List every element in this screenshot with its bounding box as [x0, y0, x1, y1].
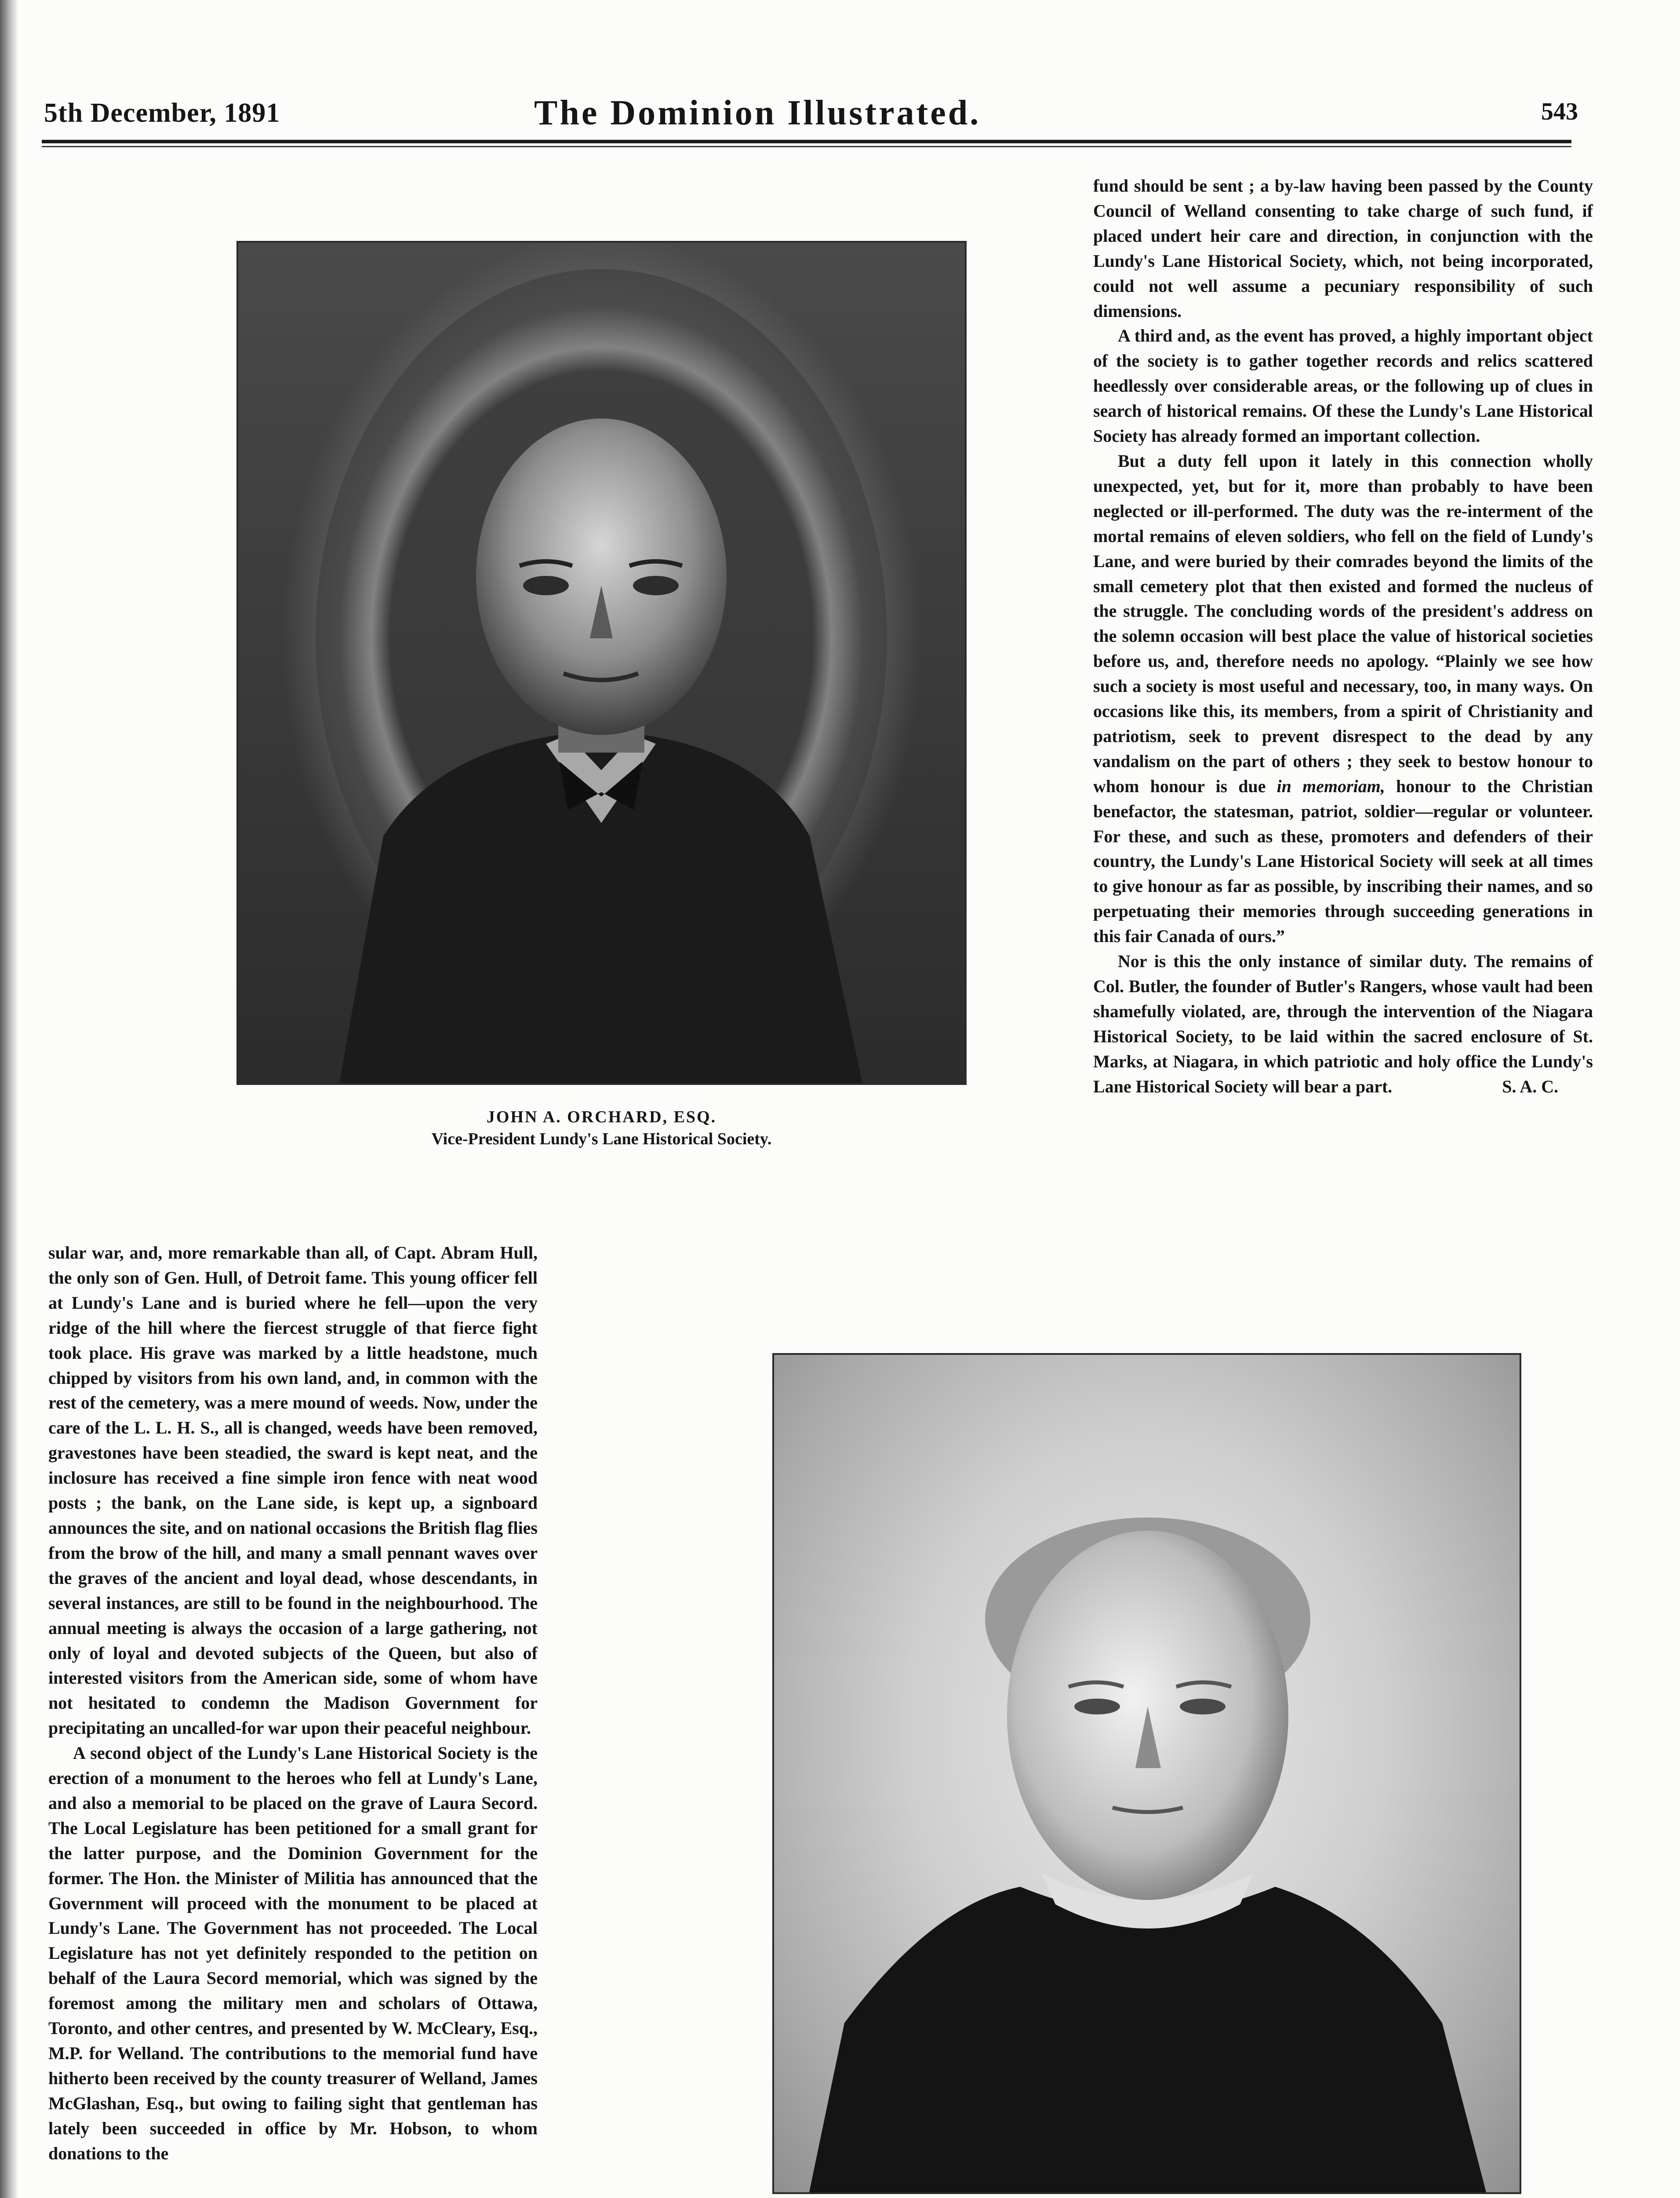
paragraph: A third and, as the event has proved, a highly important object of the society is to gather together records and relics scattered heedlessly over considerable areas, or the following up of clues in search of historical remains. Of these the Lundy's Lane Historical Society has already formed an important collection.	[1093, 326, 1593, 446]
article-column-left	[48, 1241, 538, 2166]
portrait-illustration-orchard	[238, 243, 965, 1083]
header-rule	[42, 140, 1571, 143]
masthead: The Dominion Illustrated.	[534, 94, 981, 132]
paragraph	[1093, 949, 1593, 1099]
caption-orchard-name: JOHN A. ORCHARD, ESQ.	[486, 1108, 717, 1126]
paragraph: fund should be sent ; a by-law having been passed by the County Council of Welland consenting to take charge of such fund, if placed undert heir care and direction, in conjunction with the Lundy's Lane Historical Society, which, not being incorporated, could not well assume a pecuniary responsibility of such dimensions.	[1093, 176, 1593, 321]
caption-orchard-title: Vice-President Lundy's Lane Historical Society.	[431, 1130, 772, 1148]
article-column-right	[1093, 174, 1593, 1099]
portrait-photo-houston	[772, 1353, 1521, 2194]
paragraph-part: honour to the Christian benefactor, the statesman, patriot, soldier—regular or volunteer. For these, and such as these, promoters and defenders of their country, the Lundy's Lane Historical Society will seek at all times to give honour as far as possible, by inscribing their names, and so perpetuating their memories through succeeding generations in this fair Canada of ours.”	[1093, 776, 1593, 946]
issue-date: 5th December, 1891	[44, 98, 280, 128]
portrait-illustration-houston	[774, 1355, 1520, 2192]
author-signature: S. A. C.	[1502, 1076, 1559, 1096]
paragraph	[1093, 449, 1593, 949]
paragraph-part: Nor is this the only instance of similar duty. The remains of Col. Butler, the founder of Butler's Rangers, whose vault had been shamefully violated, are, through the intervention of the Niagara Historical Society, to be laid within the sacred enclosure of St. Marks, at Niagara, in which patriotic and holy office the Lundy's Lane Historical Society will bear a part.	[1093, 951, 1593, 1096]
page-number: 543	[1541, 98, 1578, 125]
paragraph: sular war, and, more remarkable than all, of Capt. Abram Hull, the only son of Gen. Hull, of Detroit fame. This young officer fell at Lundy's Lane and is buried where he fell—upon the very ridge of the hill where the fiercest struggle of that fierce fight took place. His grave was marked by a little headstone, much chipped by visitors from his own land, and, in common with the rest of the cemetery, was a mere mound of weeds. Now, under the care of the L. L. H. S., all is changed, weeds have been removed, gravestones have been steadied, the sward is kept neat, and the inclosure has received a fine simple iron fence with neat wood posts ; the bank, on the Lane side, is kept up, a signboard announces the site, and on national occasions the British flag flies from the brow of the hill, and many a small pennant waves over the graves of the ancient and loyal dead, whose descendants, in several instances, are still to be found in the neighbourhood. The annual meeting is always the occasion of a large gathering, not only of loyal and devoted subjects of the Queen, but also of interested visitors from the American side, some of whom have not hesitated to condemn the Madison Government for precipitating an uncalled-for war upon their peaceful neighbour.	[48, 1243, 538, 1738]
paragraph-part: But a duty fell upon it lately in this connection wholly unexpected, yet, but for it, more than probably to have been neglected or ill-performed. The duty was the re-interment of the mortal remains of eleven soldiers, who fell on the field of Lundy's Lane, and were buried by their comrades beyond the limits of the small cemetery plot that then existed and formed the nucleus of the struggle. The concluding words of the president's address on the solemn occasion will best place the value of historical societies before us, and, therefore needs no apology. “Plainly we see how such a society is most useful and necessary, too, in many ways. On occasions like this, its members, from a spirit of Christianity and patriotism, seek to prevent disrespect to the dead by any vandalism on the part of others ; they seek to bestow honour to whom honour is due	[1093, 451, 1593, 796]
page-edge-shadow	[0, 0, 18, 2198]
header-rule-thin	[42, 146, 1571, 147]
portrait-photo-orchard	[236, 241, 967, 1085]
caption-orchard	[236, 1106, 967, 1150]
paragraph-italic: in memoriam,	[1276, 776, 1385, 796]
paragraph: A second object of the Lundy's Lane Historical Society is the erection of a monument to the heroes who fell at Lundy's Lane, and also a memorial to be placed on the grave of Laura Secord. The Local Legislature has been petitioned for a small grant for the latter purpose, and the Dominion Government for the former. The Hon. the Minister of Militia has announced that the Government will proceed with the monument to be placed at Lundy's Lane. The Government has not proceeded. The Local Legislature has not yet definitely responded to the petition on behalf of the Laura Secord memorial, which was signed by the foremost among the military men and scholars of Ottawa, Toronto, and other centres, and presented by W. McCleary, Esq., M.P. for Welland. The contributions to the memorial fund have hitherto been received by the county treasurer of Welland, James McGlashan, Esq., but owing to failing sight that gentleman has lately been succeeded in office by Mr. Hobson, to whom donations to the	[48, 1743, 538, 2163]
